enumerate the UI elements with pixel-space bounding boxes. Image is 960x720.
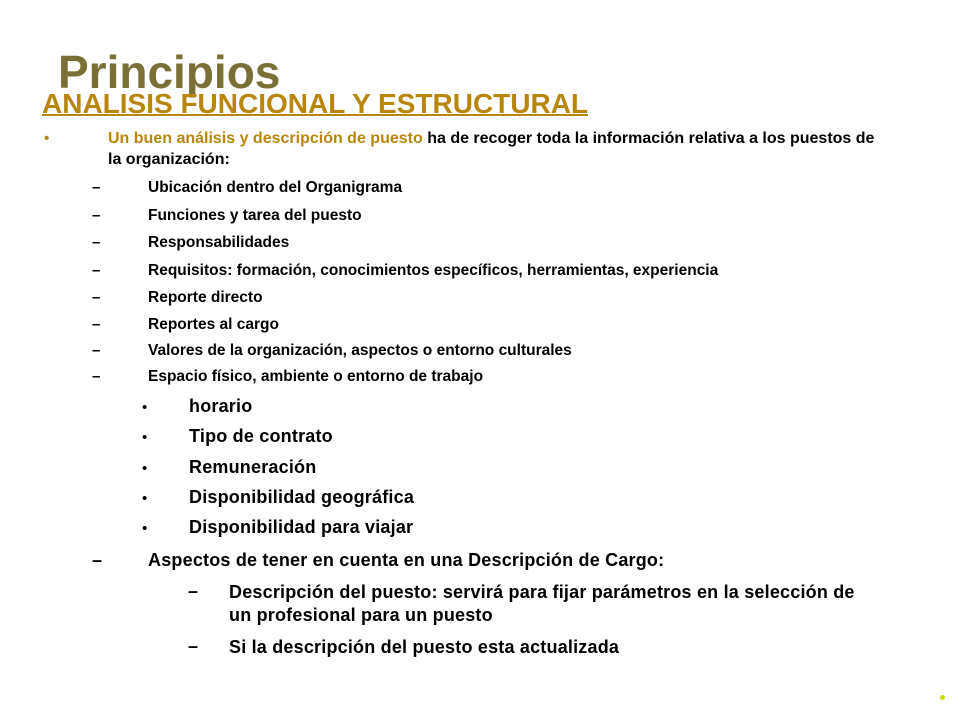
decorative-dot xyxy=(940,695,945,700)
dash-marker: – xyxy=(92,179,101,196)
dash-marker: – xyxy=(188,636,199,656)
sub-list-item: Remuneración xyxy=(189,457,317,477)
dash-marker: – xyxy=(92,234,101,251)
bullet-marker: • xyxy=(142,520,148,537)
bullet-marker: • xyxy=(142,490,148,507)
intro-highlight: Un buen análisis y descripción de puesto xyxy=(108,130,423,147)
list-item: Valores de la organización, aspectos o entorno culturales xyxy=(148,342,572,359)
sub-list-item: Disponibilidad geográfica xyxy=(189,487,415,507)
dash-marker: – xyxy=(92,207,101,224)
aspect-item: Descripción del puesto: servirá para fijar parámetros en la selección de un profesional para un puesto xyxy=(229,582,855,625)
aspect-item: Si la descripción del puesto esta actualizada xyxy=(229,637,620,657)
list-item: Funciones y tarea del puesto xyxy=(148,207,362,224)
dash-marker: – xyxy=(92,262,101,279)
list-item: Reporte directo xyxy=(148,289,263,306)
sub-list-item: Tipo de contrato xyxy=(189,426,333,446)
intro-bullet: • xyxy=(44,130,50,147)
intro-rest: ha de recoger toda la información relativa a los puestos de la organización: xyxy=(108,130,875,168)
bullet-marker: • xyxy=(142,429,148,446)
intro-paragraph xyxy=(108,128,888,170)
page-title: Principios xyxy=(58,46,281,98)
bullet-marker: • xyxy=(142,460,148,477)
aspects-heading: Aspectos de tener en cuenta en una Descripción de Cargo: xyxy=(148,550,665,570)
dash-marker: – xyxy=(92,368,101,385)
list-item: Requisitos: formación, conocimientos específicos, herramientas, experiencia xyxy=(148,262,719,279)
dash-marker: – xyxy=(92,316,101,333)
dash-marker: – xyxy=(92,289,101,306)
list-item: Reportes al cargo xyxy=(148,316,279,333)
sub-list-item: horario xyxy=(189,396,253,416)
sub-list-item: Disponibilidad para viajar xyxy=(189,517,414,537)
dash-marker: – xyxy=(188,581,199,601)
list-item: Espacio físico, ambiente o entorno de trabajo xyxy=(148,368,484,385)
list-item: Ubicación dentro del Organigrama xyxy=(148,179,403,196)
bullet-marker: • xyxy=(142,399,148,416)
dash-marker: – xyxy=(92,342,101,359)
page-subtitle: ANALISIS FUNCIONAL Y ESTRUCTURAL xyxy=(42,88,589,119)
dash-marker: – xyxy=(92,550,103,570)
list-item: Responsabilidades xyxy=(148,234,290,251)
